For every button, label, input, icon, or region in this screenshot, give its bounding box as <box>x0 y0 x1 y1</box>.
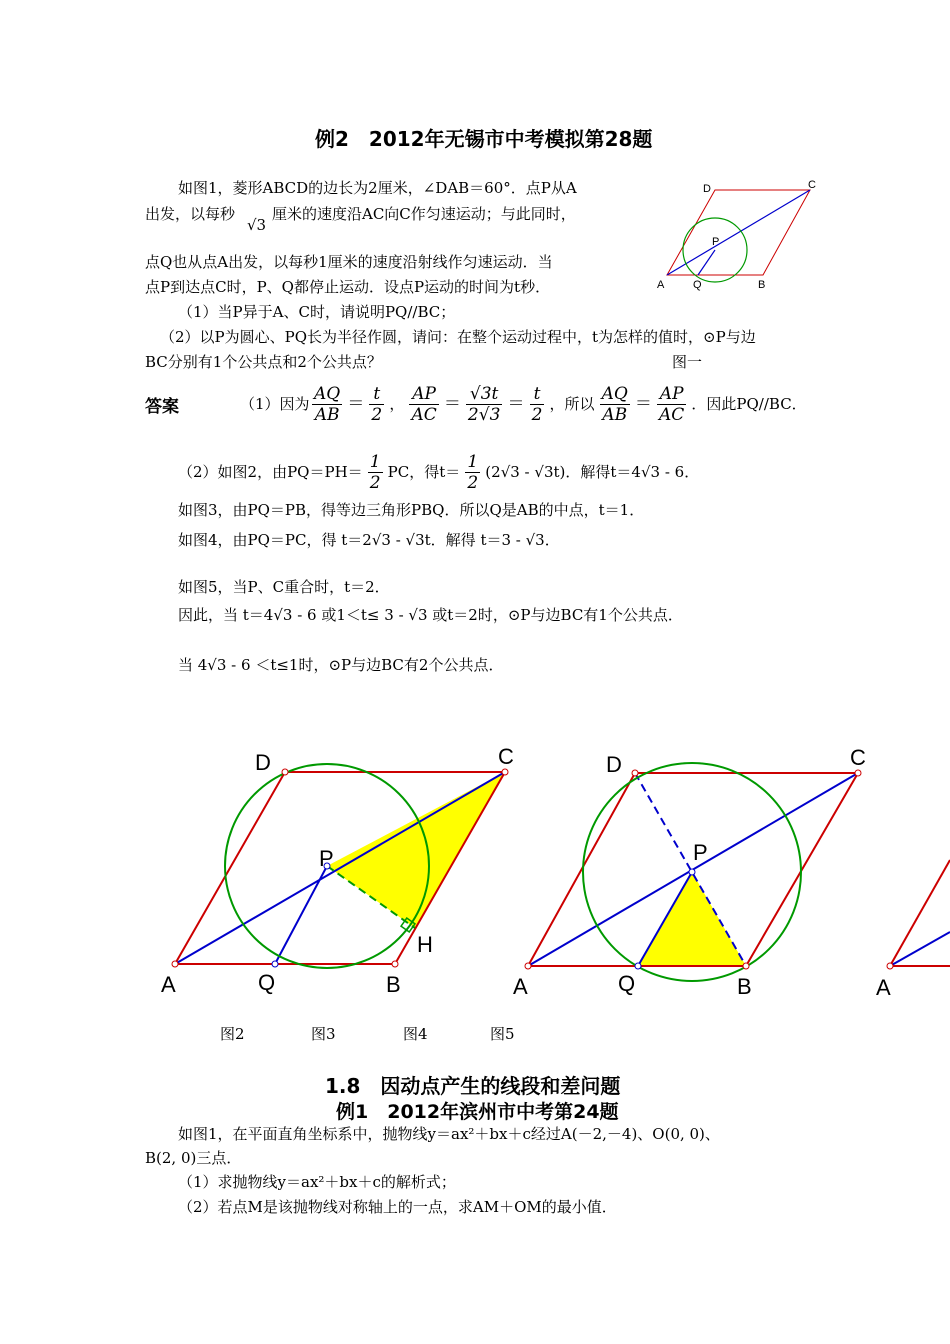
fig1-label-d: D <box>703 183 711 195</box>
fraction-half: $\frac{1}{2}$ <box>369 452 381 493</box>
section-line-1: 如图1，在平面直角坐标系中，抛物线y＝ax²＋bx＋c经过A(－2,－4)、O(0, 0)、 <box>178 1125 720 1143</box>
fraction-ap-ac: $\frac{AP}{AC}$ <box>411 384 437 425</box>
question-2-cont: BC分别有1个公共点和2个公共点？ <box>145 353 382 371</box>
fig2-label-b: B <box>386 972 401 997</box>
figure-1-rhombus <box>655 175 825 295</box>
fig1-label-a: A <box>657 279 665 291</box>
fig1-label-q: Q <box>693 279 702 291</box>
problem-line-2a: 出发，以每秒 <box>145 205 236 223</box>
problem-line-3: 点Q也从点A出发，以每秒1厘米的速度沿射线作匀速运动．当 <box>145 253 553 271</box>
answer-tag: 答案 <box>145 397 179 417</box>
figure-3-rhombus <box>505 740 885 1000</box>
section-line-2: B(2, 0)三点． <box>145 1149 242 1167</box>
fraction-aq-ab-2: $\frac{AQ}{AB}$ <box>601 384 628 425</box>
problem-line-2b: 厘米的速度沿AC向C作匀速运动；与此同时， <box>272 205 576 223</box>
fig2-label-c: C <box>498 744 514 769</box>
problem-sqrt3: √3 <box>247 216 267 234</box>
answer-part6: 因此，当 t＝4√3 - 6 或1＜t≤ 3 - √3 或t＝2时，⊙P与边BC有1个公共点． <box>178 606 683 624</box>
caption-fig2: 图2 <box>220 1025 245 1043</box>
fraction-half-2: $\frac{1}{2}$ <box>467 452 479 493</box>
problem-line-1: 如图1，菱形ABCD的边长为2厘米，∠DAB＝60°．点P从A <box>178 179 577 197</box>
fig2-label-d: D <box>255 750 271 775</box>
section-title: 1.8 因动点产生的线段和差问题 <box>325 1074 621 1098</box>
example-title: 例2 2012年无锡市中考模拟第28题 <box>315 127 653 151</box>
problem-line-4: 点P到达点C时，P、Q都停止运动．设点P运动的时间为t秒． <box>145 278 551 296</box>
caption-fig4: 图4 <box>403 1025 428 1043</box>
fig3-label-b: B <box>737 974 752 999</box>
answer-part7: 当 4√3 - 6 ＜t≤1时，⊙P与边BC有2个公共点． <box>178 656 504 674</box>
question-2: （2）以P为圆心、PQ长为半径作圆，请问：在整个运动过程中，t为怎样的值时，⊙P与边 <box>160 328 756 346</box>
fig2-label-q: Q <box>258 970 276 995</box>
fig4-label-a: A <box>876 975 891 1000</box>
fig3-label-c: C <box>850 745 866 770</box>
answer-part4: 如图4，由PQ＝PC，得 t＝2√3 - √3t．解得 t＝3 - √3． <box>178 531 560 549</box>
section-line-4: （2）若点M是该抛物线对称轴上的一点，求AM＋OM的最小值． <box>178 1198 617 1216</box>
fraction-ap-ac-2: $\frac{AP}{AC}$ <box>659 384 685 425</box>
fig1-label-b: B <box>758 279 766 291</box>
fig1-caption: 图一 <box>672 353 703 371</box>
answer-part5: 如图5，当P、C重合时，t＝2． <box>178 578 390 596</box>
example1-title: 例1 2012年滨州市中考第24题 <box>336 1101 619 1123</box>
answer-part1 <box>240 394 310 414</box>
fraction-t-2: $\frac{t}{2}$ <box>371 384 383 425</box>
fig3-label-q: Q <box>618 971 636 996</box>
fig3-label-p: P <box>693 840 708 865</box>
fig1-label-c: C <box>808 179 816 191</box>
fraction-aq-ab: $\frac{AQ}{AB}$ <box>314 384 341 425</box>
figure-4-partial <box>870 820 950 1000</box>
fig2-label-h: H <box>417 932 433 957</box>
fig2-label-p: P <box>319 846 334 871</box>
answer-1-formula: $\frac{AQ}{AB}$ ＝ $\frac{t}{2}$ ， $\frac{AP}{AC}$ ＝ $\frac{√3t}{2√3}$ ＝ $\frac{t}{2}$ ，所以 $\frac{AQ}{AB}$ ＝ $\frac{AP}{AC}$ ．因此PQ//BC． <box>314 384 807 425</box>
section-line-3: （1）求抛物线y＝ax²＋bx＋c的解析式； <box>178 1173 456 1191</box>
fig3-label-d: D <box>606 752 622 777</box>
fig2-label-a: A <box>161 972 176 997</box>
answer-part3: 如图3，由PQ＝PB，得等边三角形PBQ．所以Q是AB的中点，t＝1． <box>178 501 645 519</box>
caption-fig3: 图3 <box>311 1025 336 1043</box>
answer-1-prefix: （1）因为 <box>240 395 310 413</box>
fig3-label-a: A <box>513 974 528 999</box>
question-1: （1）当P异于A、C时，请说明PQ//BC； <box>178 303 456 321</box>
fraction-sqrt3t: $\frac{√3t}{2√3}$ <box>467 384 501 425</box>
caption-fig5: 图5 <box>490 1025 515 1043</box>
answer-part2: （2）如图2，由PQ＝PH＝ $\frac{1}{2}$ PC，得t＝ $\frac{1}{2}$ (2√3 - √3t)．解得t＝4√3 - 6． <box>178 452 700 493</box>
figure-2-rhombus <box>155 740 535 1000</box>
fig1-label-p: P <box>712 236 720 248</box>
fraction-t-2b: $\frac{t}{2}$ <box>531 384 543 425</box>
